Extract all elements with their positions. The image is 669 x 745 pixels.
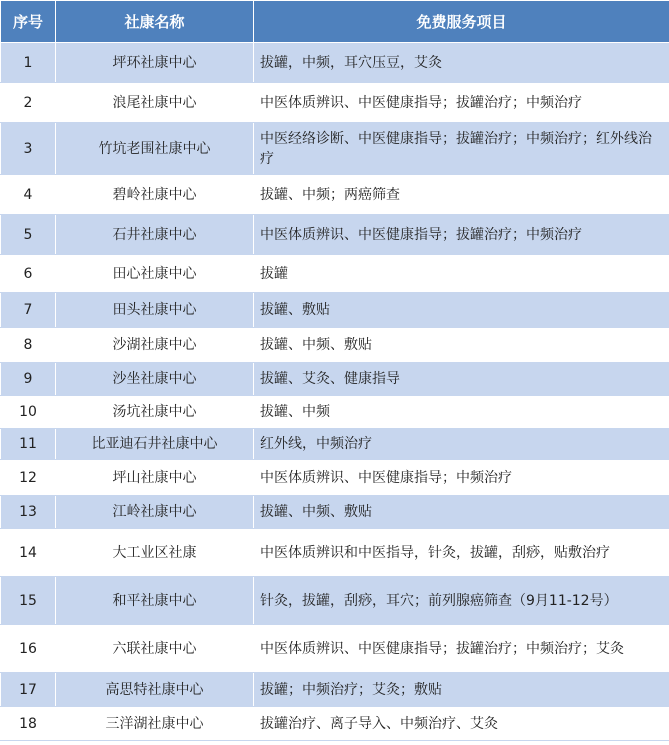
row-services: 拔罐、中频 <box>254 396 669 429</box>
table-row <box>1 396 669 429</box>
row-name: 田心社康中心 <box>56 255 254 293</box>
row-services: 拔罐、中频、敷贴 <box>254 496 669 529</box>
row-name: 六联社康中心 <box>56 625 254 673</box>
row-index: 8 <box>1 328 56 363</box>
row-index: 12 <box>1 460 56 496</box>
row-name: 大工业区社康 <box>56 529 254 577</box>
row-index: 7 <box>1 293 56 328</box>
table-row <box>1 529 669 577</box>
table-row <box>1 460 669 496</box>
row-index: 11 <box>1 429 56 460</box>
row-index: 5 <box>1 215 56 255</box>
row-services: 拔罐治疗、离子导入、中频治疗、艾灸 <box>254 707 669 741</box>
table-row <box>1 83 669 123</box>
row-services: 拔罐 <box>254 255 669 293</box>
row-services: 拔罐、敷贴 <box>254 293 669 328</box>
row-name: 碧岭社康中心 <box>56 175 254 215</box>
row-services: 拔罐；中频治疗；艾灸；敷贴 <box>254 673 669 707</box>
row-services: 红外线，中频治疗 <box>254 429 669 460</box>
table-row <box>1 363 669 396</box>
row-index: 13 <box>1 496 56 529</box>
row-services: 拔罐、中频、敷贴 <box>254 328 669 363</box>
table-row <box>1 43 669 83</box>
table-row <box>1 496 669 529</box>
row-name: 浪尾社康中心 <box>56 83 254 123</box>
row-index: 18 <box>1 707 56 741</box>
row-services: 中医体质辨识、中医健康指导；拔罐治疗；中频治疗 <box>254 83 669 123</box>
row-services: 拔罐、中频；两癌筛查 <box>254 175 669 215</box>
row-index: 16 <box>1 625 56 673</box>
row-index: 6 <box>1 255 56 293</box>
row-name: 沙湖社康中心 <box>56 328 254 363</box>
row-name: 江岭社康中心 <box>56 496 254 529</box>
row-services: 拔罐，中频，耳穴压豆，艾灸 <box>254 43 669 83</box>
row-index: 2 <box>1 83 56 123</box>
header-row <box>1 1 669 43</box>
row-services: 中医体质辨识和中医指导，针灸，拔罐，刮痧，贴敷治疗 <box>254 529 669 577</box>
row-index: 9 <box>1 363 56 396</box>
table-row <box>1 673 669 707</box>
row-index: 1 <box>1 43 56 83</box>
row-name: 和平社康中心 <box>56 577 254 625</box>
table-row <box>1 328 669 363</box>
row-index: 14 <box>1 529 56 577</box>
row-index: 17 <box>1 673 56 707</box>
row-name: 石井社康中心 <box>56 215 254 255</box>
table-row <box>1 577 669 625</box>
row-name: 田头社康中心 <box>56 293 254 328</box>
row-services: 中医经络诊断、中医健康指导；拔罐治疗；中频治疗；红外线治疗 <box>254 123 669 175</box>
row-services: 中医体质辨识、中医健康指导；拔罐治疗；中频治疗 <box>254 215 669 255</box>
table-row <box>1 215 669 255</box>
row-index: 3 <box>1 123 56 175</box>
row-name: 沙坐社康中心 <box>56 363 254 396</box>
table-row <box>1 123 669 175</box>
row-services: 中医体质辨识、中医健康指导；拔罐治疗；中频治疗；艾灸 <box>254 625 669 673</box>
header-index: 序号 <box>1 1 56 43</box>
row-name: 竹坑老围社康中心 <box>56 123 254 175</box>
row-index: 15 <box>1 577 56 625</box>
table-row <box>1 625 669 673</box>
table-row <box>1 175 669 215</box>
row-index: 4 <box>1 175 56 215</box>
table-row <box>1 293 669 328</box>
table-row <box>1 255 669 293</box>
row-name: 三洋湖社康中心 <box>56 707 254 741</box>
row-name: 坪山社康中心 <box>56 460 254 496</box>
header-name: 社康名称 <box>56 1 254 43</box>
row-name: 汤坑社康中心 <box>56 396 254 429</box>
row-name: 高思特社康中心 <box>56 673 254 707</box>
row-services: 中医体质辨识、中医健康指导；中频治疗 <box>254 460 669 496</box>
row-index: 10 <box>1 396 56 429</box>
table-row <box>1 429 669 460</box>
row-name: 坪环社康中心 <box>56 43 254 83</box>
table-row <box>1 707 669 741</box>
row-name: 比亚迪石井社康中心 <box>56 429 254 460</box>
row-services: 拔罐、艾灸、健康指导 <box>254 363 669 396</box>
row-services: 针灸，拔罐，刮痧，耳穴；前列腺癌筛查（9月11-12号） <box>254 577 669 625</box>
header-services: 免费服务项目 <box>254 1 669 43</box>
